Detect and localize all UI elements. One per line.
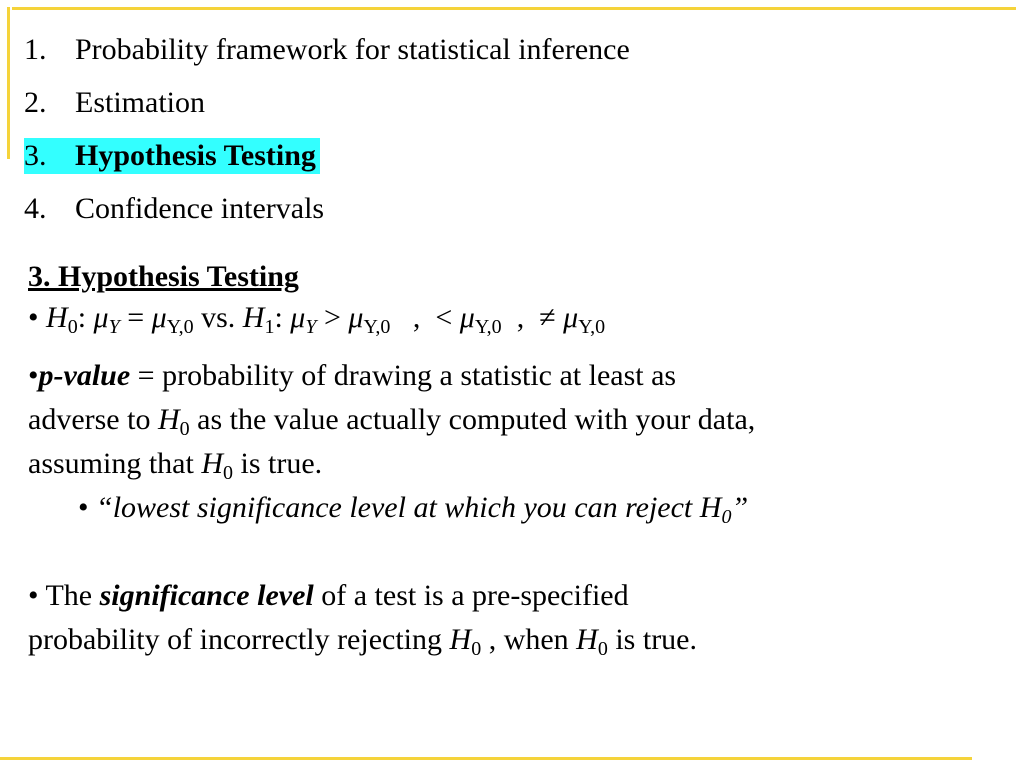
pvalue-subbullet: • “lowest significance level at which you can reject $H_0$”	[78, 491, 749, 528]
top-rule	[12, 7, 1016, 10]
spacer	[28, 530, 998, 574]
outline-label: Estimation	[75, 86, 205, 119]
outline-list	[24, 32, 630, 244]
bottom-rule	[0, 757, 972, 760]
significance-line-2: probability of incorrectly rejecting $H_0$ , when $H_0$ is true.	[28, 623, 697, 660]
outline-label: Confidence intervals	[75, 192, 325, 225]
outline-number: 3.	[24, 139, 47, 172]
outline-item-4	[24, 191, 630, 227]
pvalue-line-1: •p-value = probability of drawing a statistic at least as	[28, 359, 677, 392]
slide-body	[28, 258, 998, 662]
outline-number: 2.	[24, 86, 47, 119]
outline-number: 4.	[24, 192, 47, 225]
significance-line-1: • The significance level of a test is a pre-specified	[28, 579, 629, 612]
outline-item-3-highlighted	[24, 138, 320, 174]
pvalue-line-2: adverse to $H_0$ as the value actually computed with your data,	[28, 403, 756, 440]
section-heading: 3. Hypothesis Testing	[28, 260, 299, 293]
spacer	[28, 340, 998, 354]
hypotheses-line: • $H_0$: $\mu_Y = \mu_{Y,0}$ vs. $H_1$: $\mu_Y > \mu_{Y,0}$ , < $\mu_{Y,0}$ , ≠ $\mu_{Y,0}$	[28, 301, 606, 338]
outline-label: Probability framework for statistical inference	[75, 33, 630, 66]
outline-item-2	[24, 85, 630, 121]
outline-item-1	[24, 32, 630, 68]
outline-label: Hypothesis Testing	[75, 139, 316, 172]
pvalue-line-3: assuming that $H_0$ is true.	[28, 447, 323, 484]
outline-number: 1.	[24, 33, 47, 66]
left-rule	[7, 7, 10, 159]
